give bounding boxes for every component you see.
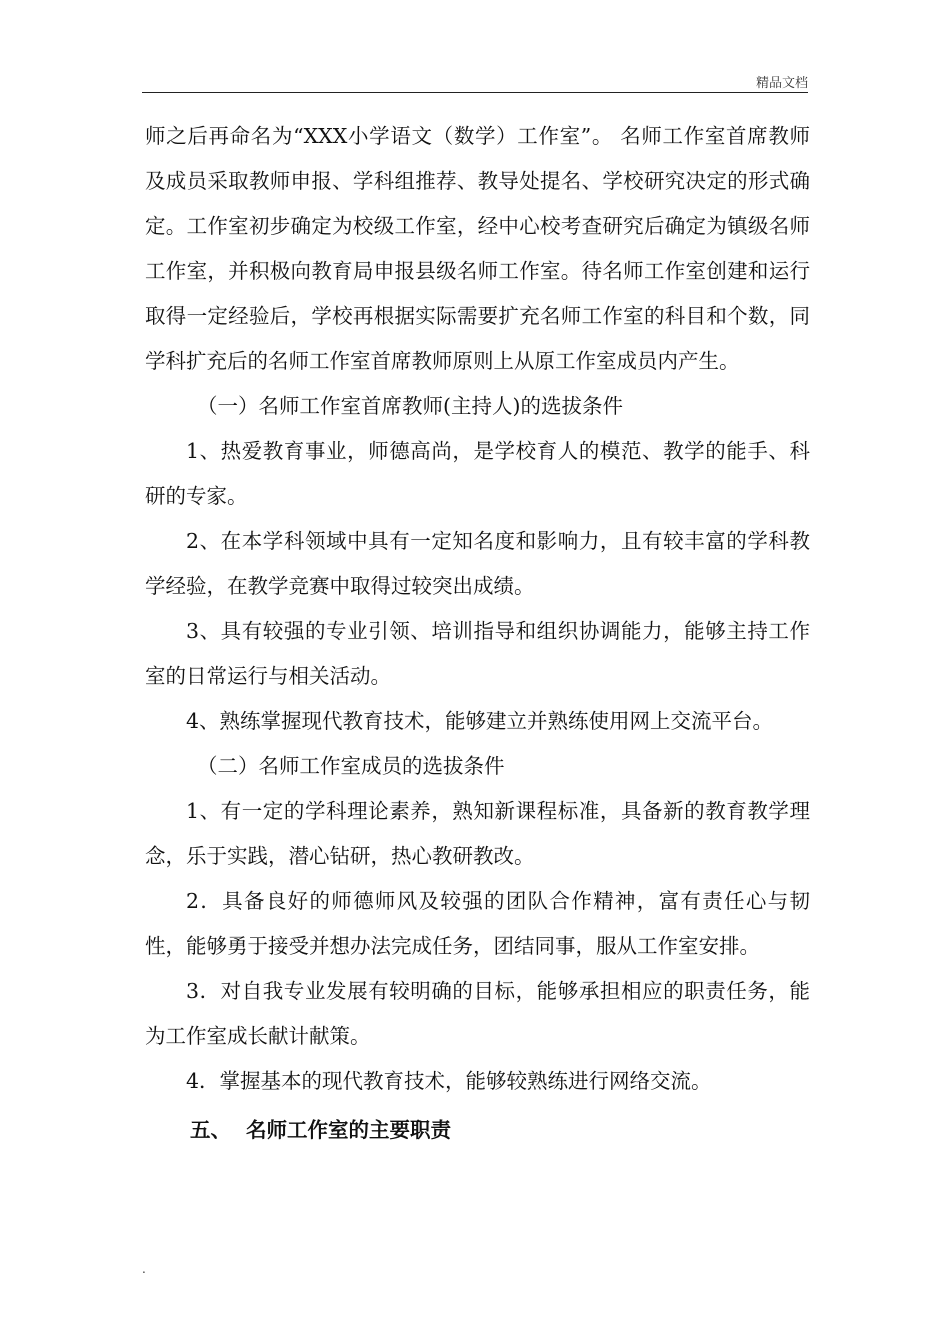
paragraph: 2、在本学科领域中具有一定知名度和影响力，且有较丰富的学科教学经验，在教学竞赛中取得过较突出成绩。 xyxy=(145,529,810,598)
section-heading xyxy=(145,1108,810,1153)
section-number: 五、 xyxy=(190,1118,231,1142)
section-subheading: （二）名师工作室成员的选拔条件 xyxy=(197,754,505,778)
paragraph: 3．对自我专业发展有较明确的目标，能够承担相应的职责任务，能为工作室成长献计献策。 xyxy=(145,979,810,1048)
header-divider xyxy=(142,92,808,93)
paragraph: 2．具备良好的师德师风及较强的团队合作精神，富有责任心与韧性，能够勇于接受并想办法完成任务，团结同事，服从工作室安排。 xyxy=(145,889,810,958)
paragraph: 4、熟练掌握现代教育技术，能够建立并熟练使用网上交流平台。 xyxy=(186,709,774,733)
paragraph: 师之后再命名为“XXX小学语文（数学）工作室”。 名师工作室首席教师及成员采取教师申报、学科组推荐、教导处提名、学校研究决定的形式确定。工作室初步确定为校级工作室，经中心校考查研究后确定为镇级名师工作室，并积极向教育局申报县级名师工作室。待名师工作室创建和运行取得一定经验后，学校再根据实际需要扩充名师工作室的科目和个数，同学科扩充后的名师工作室首席教师原则上从原工作室成员内产生。 xyxy=(145,124,810,373)
paragraph: 3、具有较强的专业引领、培训指导和组织协调能力，能够主持工作室的日常运行与相关活动。 xyxy=(145,619,810,688)
paragraph: 1、有一定的学科理论素养，熟知新课程标准，具备新的教育教学理念，乐于实践，潜心钻研，热心教研教改。 xyxy=(145,799,810,868)
page-header-label: 精品文档 xyxy=(755,76,808,91)
footer-mark: . xyxy=(142,1262,146,1276)
document-body xyxy=(145,114,810,1153)
paragraph: 1、热爱教育事业，师德高尚，是学校育人的模范、教学的能手、科研的专家。 xyxy=(145,439,810,508)
paragraph: 4．掌握基本的现代教育技术，能够较熟练进行网络交流。 xyxy=(186,1069,712,1093)
section-subheading: （一）名师工作室首席教师(主持人)的选拔条件 xyxy=(197,394,623,418)
section-title: 名师工作室的主要职责 xyxy=(246,1118,451,1142)
